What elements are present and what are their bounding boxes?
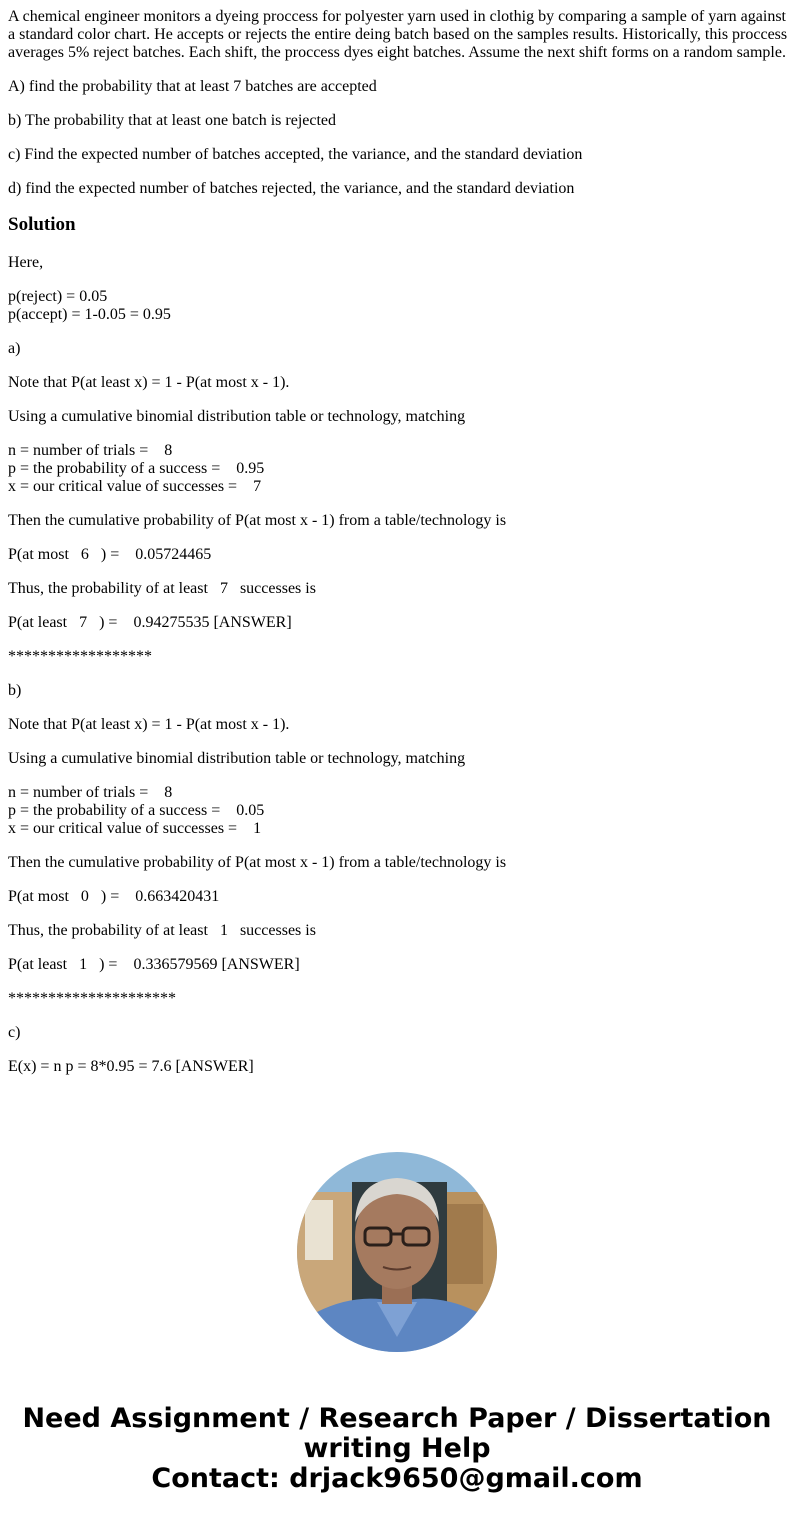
footer-contact: Contact: drjack9650@gmail.com	[151, 1463, 643, 1494]
question-a: A) find the probability that at least 7 batches are accepted	[8, 78, 377, 95]
part-b-x: x = our critical value of successes = 1	[8, 820, 262, 837]
part-a-answer: P(at least 7 ) = 0.94275535 [ANSWER]	[8, 614, 292, 631]
part-a-separator: ******************	[8, 648, 152, 665]
part-b-answer: P(at least 1 ) = 0.336579569 [ANSWER]	[8, 956, 300, 973]
part-a-thus: Thus, the probability of at least 7 successes is	[8, 580, 316, 597]
solution-here: Here,	[8, 254, 44, 271]
question-b: b) The probability that at least one batch is rejected	[8, 112, 337, 129]
part-b-params	[8, 784, 788, 838]
footer-line-2: writing Help	[303, 1433, 491, 1464]
part-b-n: n = number of trials = 8	[8, 784, 173, 801]
question-d: d) find the expected number of batches rejected, the variance, and the standard deviation	[8, 180, 575, 197]
part-b-p: p = the probability of a success = 0.05	[8, 802, 265, 819]
footer-promo	[0, 1404, 794, 1494]
part-b-note: Note that P(at least x) = 1 - P(at most x - 1).	[8, 716, 290, 733]
footer-line-1: Need Assignment / Research Paper / Dissertation	[22, 1403, 772, 1434]
part-b-at-most: P(at most 0 ) = 0.663420431	[8, 888, 220, 905]
part-b-separator: *********************	[8, 990, 176, 1007]
part-b-using: Using a cumulative binomial distribution table or technology, matching	[8, 750, 466, 767]
part-a-at-most: P(at most 6 ) = 0.05724465	[8, 546, 212, 563]
part-a-p: p = the probability of a success = 0.95	[8, 460, 265, 477]
part-b-thus: Thus, the probability of at least 1 successes is	[8, 922, 316, 939]
part-c-expected: E(x) = n p = 8*0.95 = 7.6 [ANSWER]	[8, 1058, 254, 1075]
part-a-params	[8, 442, 788, 496]
part-c-label: c)	[8, 1024, 21, 1041]
probabilities-block	[8, 288, 788, 324]
author-avatar	[297, 1152, 497, 1352]
p-accept: p(accept) = 1-0.05 = 0.95	[8, 306, 171, 323]
part-a-using: Using a cumulative binomial distribution table or technology, matching	[8, 408, 466, 425]
part-a-n: n = number of trials = 8	[8, 442, 173, 459]
problem-intro: A chemical engineer monitors a dyeing proccess for polyester yarn used in clothig by comparing a sample of yarn against a standard color chart. He accepts or rejects the entire deing batch based on the samples results. Historically, this proccess averages 5% reject batches. Each shift, the proccess dyes eight batches. Assume the next shift forms on a random sample.	[8, 8, 788, 61]
solution-heading: Solution	[8, 214, 76, 235]
part-a-label: a)	[8, 340, 21, 357]
p-reject: p(reject) = 0.05	[8, 288, 108, 305]
question-c: c) Find the expected number of batches accepted, the variance, and the standard deviation	[8, 146, 583, 163]
author-portrait-image	[297, 1152, 497, 1352]
part-b-label: b)	[8, 682, 22, 699]
part-a-note: Note that P(at least x) = 1 - P(at most x - 1).	[8, 374, 290, 391]
part-a-x: x = our critical value of successes = 7	[8, 478, 262, 495]
part-b-then: Then the cumulative probability of P(at most x - 1) from a table/technology is	[8, 854, 507, 871]
part-a-then: Then the cumulative probability of P(at most x - 1) from a table/technology is	[8, 512, 507, 529]
document-body	[8, 8, 788, 1092]
